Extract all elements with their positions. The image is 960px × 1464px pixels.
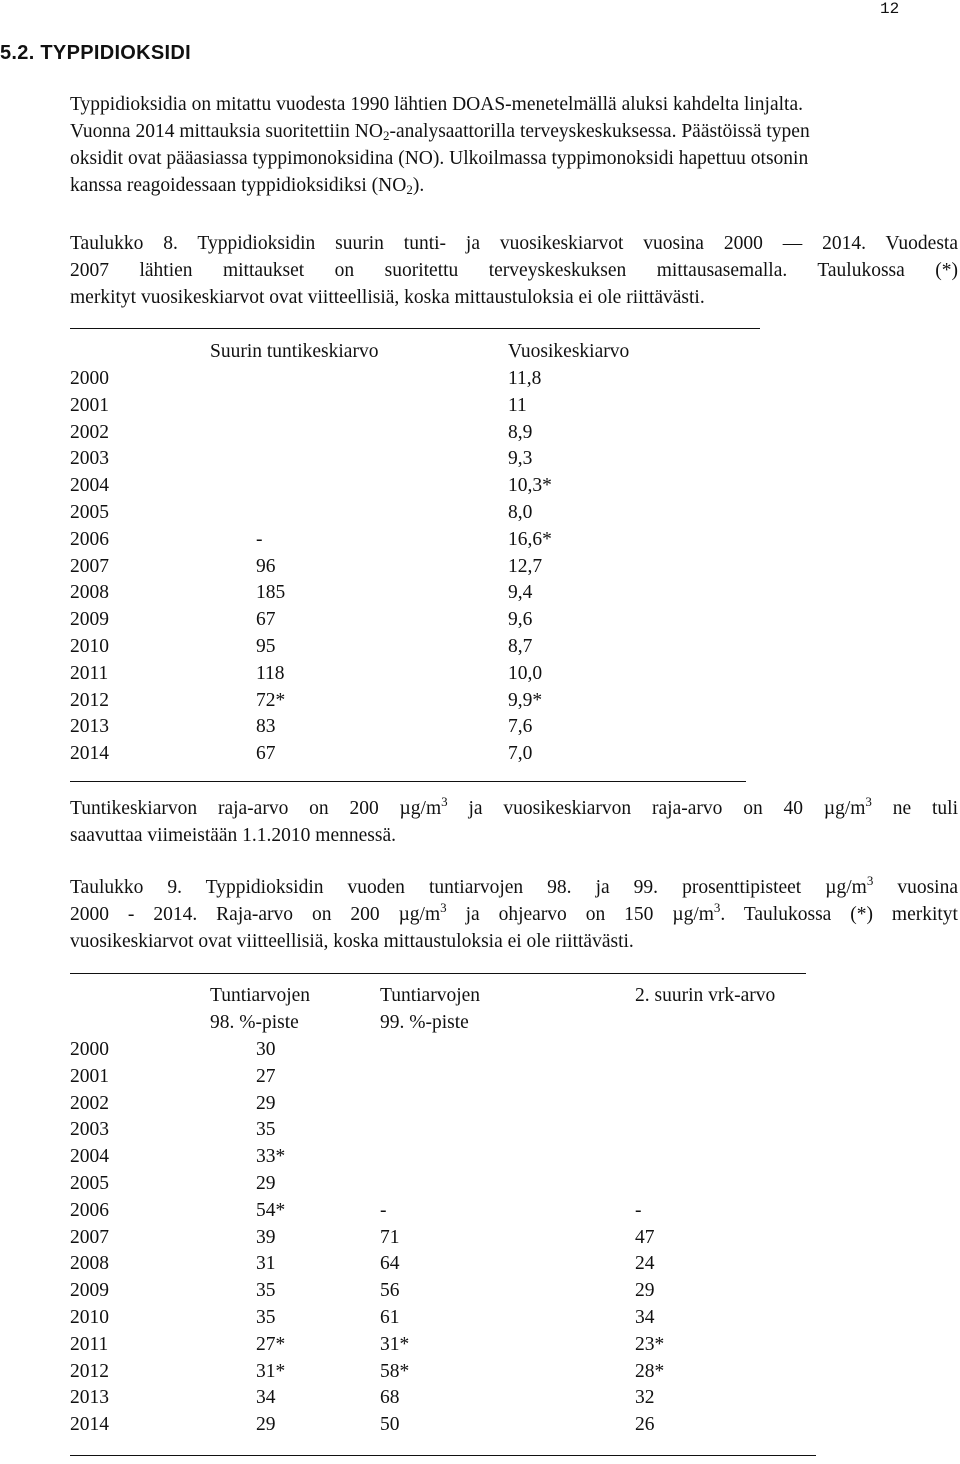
intro-line: oksidit ovat pääasiassa typpimonoksidina (NO). Ulkoilmassa typpimonoksidi hapettuu otsonin (70, 148, 809, 169)
table9-cell-p99: 64 (380, 1253, 400, 1275)
table9-cell-p98: 31* (256, 1360, 286, 1382)
table8-col-max-hour: Suurin tuntikeskiarvo (210, 341, 379, 362)
table9-cell-day2: 32 (635, 1387, 655, 1409)
table9-cell-day2: 28* (635, 1360, 665, 1382)
table8-cell-max_hour: - (256, 528, 263, 550)
table8-cell-annual: 9,4 (508, 582, 533, 604)
table8-col-annual: Vuosikeskiarvo (508, 341, 630, 362)
table9-cell-p98: 39 (256, 1226, 276, 1248)
table8-caption (70, 230, 958, 311)
table8-cell-max_hour: 185 (256, 582, 286, 604)
table9-cell-p98: 29 (256, 1173, 276, 1194)
table8-cell-max_hour: 72* (256, 689, 286, 711)
table8-cell-year: 2003 (70, 448, 109, 470)
table9-cell-p98: 29 (256, 1414, 276, 1436)
table8-cell-annual: 11 (508, 394, 527, 416)
table8-cell-annual: 9,9* (508, 689, 543, 711)
table8-note (70, 795, 958, 849)
table8-bottom-rule (70, 781, 746, 782)
table9-cell-year: 2014 (70, 1414, 109, 1436)
table8-cell-annual: 16,6* (508, 528, 552, 550)
table8-cell-year: 2000 (70, 368, 109, 389)
table9-cell-year: 2003 (70, 1119, 109, 1141)
table8-cell-year: 2008 (70, 582, 109, 604)
table9-cell-day2: - (635, 1199, 642, 1221)
caption-line: Taulukko 9. Typpidioksidin vuoden tuntiarvojen 98. ja 99. prosenttipisteet $\mu g/m^3$ vuosina (70, 873, 958, 898)
table8-cell-year: 2009 (70, 609, 109, 631)
table8-cell-max_hour: 83 (256, 716, 276, 738)
table9-cell-year: 2007 (70, 1226, 109, 1248)
table9-cell-p99: 61 (380, 1307, 400, 1328)
table8-cell-year: 2010 (70, 636, 109, 657)
table8-cell-year: 2001 (70, 394, 109, 416)
table9-cell-year: 2010 (70, 1307, 109, 1328)
table9-cell-year: 2009 (70, 1280, 109, 1302)
table9-cell-day2: 26 (635, 1414, 655, 1436)
table9-col99-l1: Tuntiarvojen (380, 985, 481, 1006)
table9-cell-p99: 71 (380, 1226, 400, 1248)
table9-col-day: 2. suurin vrk-arvo (635, 985, 776, 1006)
table9-bottom-rule (70, 1455, 816, 1456)
table9-cell-p98: 35 (256, 1280, 276, 1302)
table8-cell-annual: 11,8 (508, 368, 542, 389)
table8-cell-max_hour: 96 (256, 555, 276, 577)
table9-cell-p99: 31* (380, 1333, 410, 1355)
table9-cell-year: 2000 (70, 1039, 109, 1060)
section-heading: 5.2. TYPPIDIOKSIDI (0, 42, 192, 64)
table8-cell-annual: 10,3* (508, 475, 552, 497)
table9-cell-p99: - (380, 1199, 387, 1221)
table8-cell-year: 2011 (70, 662, 109, 684)
table8-cell-annual: 8,9 (508, 421, 533, 443)
note-line: saavuttaa viimeistään 1.1.2010 mennessä. (70, 825, 396, 846)
table8-cell-annual: 8,7 (508, 636, 533, 657)
table9-col99-l2: 99. %-piste (380, 1012, 469, 1033)
table9-cell-p98: 29 (256, 1092, 276, 1114)
table9-cell-year: 2012 (70, 1360, 109, 1382)
table8-cell-year: 2013 (70, 716, 109, 738)
table9-cell-year: 2011 (70, 1333, 109, 1355)
table8-cell-year: 2007 (70, 555, 109, 577)
table9-top-rule (70, 973, 806, 974)
table9-caption (70, 874, 958, 955)
table9-cell-p99: 68 (380, 1387, 400, 1409)
table9-cell-year: 2008 (70, 1253, 109, 1275)
table8-cell-annual: 7,6 (508, 716, 533, 738)
table8-cell-year: 2005 (70, 502, 109, 523)
intro-line: Vuonna 2014 mittauksia suoritettiin $NO_2$-analysaattorilla terveyskeskuksessa. Päästöissä typen (70, 121, 810, 143)
table9-cell-day2: 47 (635, 1226, 655, 1248)
caption-line: vuosikeskiarvot ovat viitteellisiä, koska mittaustuloksia ei ole riittävästi. (70, 931, 634, 952)
table9-cell-p98: 33* (256, 1146, 286, 1168)
table9-cell-day2: 29 (635, 1280, 655, 1302)
intro-line: Typpidioksidia on mitattu vuodesta 1990 lähtien DOAS-menetelmällä aluksi kahdelta linjalta. (70, 94, 803, 115)
table9-cell-p98: 27* (256, 1333, 286, 1355)
table8-cell-year: 2014 (70, 743, 109, 765)
table9-cell-p98: 35 (256, 1119, 276, 1141)
table9-col98-l2: 98. %-piste (210, 1012, 299, 1033)
table8-cell-annual: 12,7 (508, 555, 543, 577)
table8-cell-annual: 10,0 (508, 662, 543, 684)
caption-line: merkityt vuosikeskiarvot ovat viitteellisiä, koska mittaustuloksia ei ole riittävästi. (70, 287, 705, 308)
table9-cell-year: 2013 (70, 1387, 109, 1409)
table8-cell-year: 2006 (70, 528, 109, 550)
table8-cell-max_hour: 67 (256, 609, 276, 631)
table9-cell-p98: 27 (256, 1065, 276, 1087)
note-line: Tuntikeskiarvon raja-arvo on 200 $\mu g/m^3$ ja vuosikeskiarvon raja-arvo on 40 $\mu g/m^3$ ne tuli (70, 794, 958, 819)
table8-cell-max_hour: 118 (256, 662, 285, 684)
table9-cell-day2: 34 (635, 1307, 655, 1328)
intro-line: kanssa reagoidessaan typpidioksidiksi $(NO_2)$. (70, 175, 425, 197)
table8-cell-year: 2012 (70, 689, 109, 711)
caption-line: Taulukko 8. Typpidioksidin suurin tunti- ja vuosikeskiarvot vuosina 2000 — 2014. Vuodesta (70, 233, 958, 254)
table9-cell-year: 2004 (70, 1146, 109, 1168)
caption-line: 2000 - 2014. Raja-arvo on 200 $\mu g/m^3$ ja ohjearvo on 150 $\mu g/m^3$. Taulukossa (*) merkityt (70, 900, 958, 925)
table8-cell-annual: 9,3 (508, 448, 533, 470)
table8-cell-year: 2002 (70, 421, 109, 443)
table9-cell-p99: 56 (380, 1280, 400, 1302)
table8-cell-annual: 9,6 (508, 609, 533, 631)
table8-cell-max_hour: 95 (256, 636, 276, 657)
table9-cell-p99: 50 (380, 1414, 400, 1436)
table9-cell-p98: 31 (256, 1253, 276, 1275)
table8-cell-annual: 8,0 (508, 502, 533, 523)
table9-cell-year: 2005 (70, 1173, 109, 1194)
table9-col98-l1: Tuntiarvojen (210, 985, 311, 1006)
caption-line: 2007 lähtien mittaukset on suoritettu terveyskeskuksen mittausasemalla. Taulukossa (*) (70, 260, 958, 281)
table9-cell-day2: 24 (635, 1253, 655, 1275)
table9-cell-day2: 23* (635, 1333, 665, 1355)
table8-cell-year: 2004 (70, 475, 109, 497)
page-number: 12 (880, 0, 900, 18)
table9-cell-p98: 35 (256, 1307, 276, 1328)
intro-paragraph (70, 91, 958, 199)
table9-cell-year: 2006 (70, 1199, 109, 1221)
table8-top-rule (70, 328, 760, 329)
table8-cell-max_hour: 67 (256, 743, 276, 765)
table9-cell-p98: 30 (256, 1039, 276, 1060)
table9-cell-p98: 34 (256, 1387, 276, 1409)
table9-cell-p98: 54* (256, 1199, 286, 1221)
table9-cell-year: 2001 (70, 1065, 109, 1087)
table9-cell-year: 2002 (70, 1092, 109, 1114)
table9-cell-p99: 58* (380, 1360, 410, 1382)
table8-cell-annual: 7,0 (508, 743, 533, 765)
